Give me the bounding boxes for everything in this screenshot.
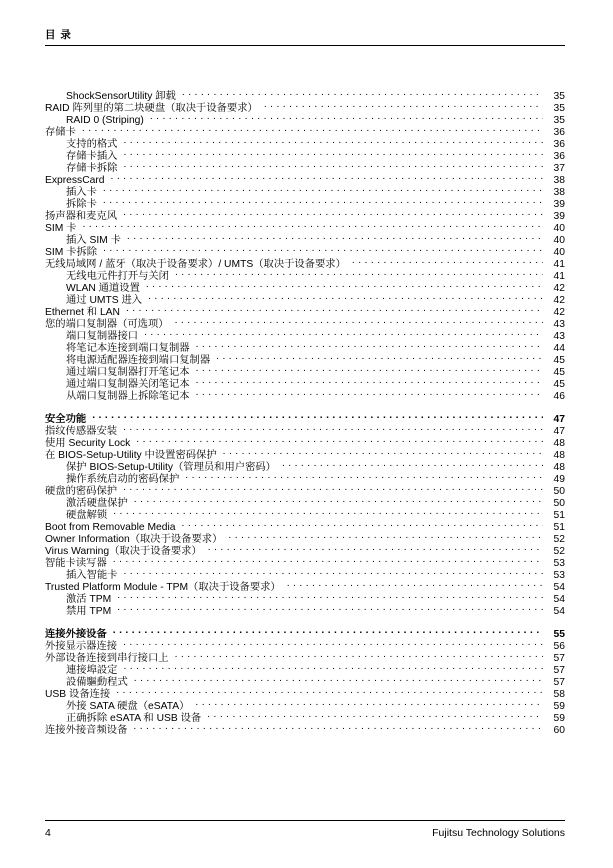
toc-dot-leader [123,135,543,147]
toc-entry[interactable] [45,602,565,617]
toc-entry-page: 45 [553,355,565,366]
toc-entry-title: 插入卡 [66,187,97,198]
toc-entry-title: Boot from Removable Media [45,522,176,533]
toc-entry-page: 36 [553,139,565,150]
toc-entry-title: 保护 BIOS-Setup-Utility（管理员和用户密码） [66,462,276,473]
toc-dot-leader [113,506,543,518]
toc-dot-leader [123,207,543,219]
toc-entry-page: 47 [553,426,565,437]
toc-entry[interactable] [45,243,565,258]
toc-entry-title: 外部设备连接到串行接口上 [45,653,169,664]
toc-entry-title: SIM 卡 [45,223,77,234]
toc-entry[interactable] [45,590,565,605]
toc-entry-title: 硬盘的密码保护 [45,486,118,497]
toc-entry[interactable] [45,207,565,222]
toc-dot-leader [123,482,543,494]
toc-entry-title: 正确拆除 eSATA 和 USB 设备 [66,713,202,724]
toc-entry[interactable] [45,87,565,102]
toc-entry-title: 无线局域网 / 蓝牙（取决于设备要求）/ UMTS（取决于设备要求） [45,259,346,270]
toc-entry-page: 47 [553,414,565,425]
toc-entry-title: 外接 SATA 硬盘（eSATA） [66,701,190,712]
toc-entry-page: 53 [553,558,565,569]
toc-entry-title: 插入智能卡 [66,570,118,581]
toc-entry-title: 从端口复制器上拆除笔记本 [66,391,190,402]
toc-dot-leader [282,458,543,470]
toc-dot-leader [136,434,543,446]
toc-entry[interactable] [45,422,565,437]
toc-entry[interactable] [45,171,565,186]
header-title: 目 录 [45,29,72,41]
toc-dot-leader [196,339,543,351]
toc-dot-leader [207,709,543,721]
toc-entry-page: 38 [553,175,565,186]
toc-dot-leader [134,494,543,506]
toc-dot-leader [208,542,543,554]
toc-entry-title: 外接显示器连接 [45,641,118,652]
toc-entry-title: 設備驅動程式 [66,677,128,688]
toc-entry-title: 使用 Security Lock [45,438,131,449]
toc-entry-page: 38 [553,187,565,198]
toc-dot-leader [113,625,543,637]
toc-dot-leader [123,566,543,578]
toc-entry[interactable] [45,518,565,533]
toc-dot-leader [196,375,543,387]
footer-company-name: Fujitsu Technology Solutions [432,827,565,839]
toc-entry-page: 35 [553,103,565,114]
toc-entry-page: 50 [553,498,565,509]
toc-dot-leader [175,267,543,279]
toc-dot-leader [195,697,543,709]
toc-entry-page: 41 [553,259,565,270]
toc-dot-leader [148,291,543,303]
toc-entry-title: 操作系统启动的密码保护 [66,474,180,485]
toc-entry-page: 55 [553,629,565,640]
toc-entry-page: 43 [553,331,565,342]
toc-entry-title: 激活硬盘保护 [66,498,128,509]
toc-entry-page: 42 [553,307,565,318]
toc-entry-page: 42 [553,283,565,294]
toc-entry-page: 37 [553,163,565,174]
toc-entry-page: 36 [553,127,565,138]
toc-entry-page: 58 [553,689,565,700]
toc-entry-page: 46 [553,391,565,402]
toc-entry-title: 通过端口复制器关闭笔记本 [66,379,190,390]
toc-entry-page: 51 [553,522,565,533]
toc-dot-leader [92,410,543,422]
toc-entry-title: 指纹传感器安装 [45,426,118,437]
toc-entry-title: Trusted Platform Module - TPM（取决于设备要求） [45,582,281,593]
toc-entry-page: 41 [553,271,565,282]
toc-dot-leader [113,554,543,566]
toc-dot-leader [103,243,543,255]
toc-entry[interactable] [45,219,565,234]
toc-dot-leader [117,590,543,602]
toc-dot-leader [123,147,543,159]
toc-entry-page: 44 [553,343,565,354]
toc-entry[interactable] [45,661,565,676]
toc-entry[interactable] [45,554,565,569]
toc-dot-leader [126,303,543,315]
toc-entry[interactable] [45,195,565,210]
toc-entry-title: WLAN 通道设置 [66,283,140,294]
toc-entry-title: 端口复制器接口 [66,331,139,342]
toc-entry-page: 40 [553,235,565,246]
toc-dot-leader [185,470,543,482]
toc-dot-leader [150,111,543,123]
toc-entry-title: 存储卡 [45,127,76,138]
toc-entry-title: 拆除卡 [66,199,97,210]
toc-entry-page: 42 [553,295,565,306]
toc-dot-leader [82,123,543,135]
toc-entry-page: 56 [553,641,565,652]
toc-dot-leader [146,279,543,291]
toc-entry[interactable] [45,506,565,521]
toc-entry-page: 52 [553,546,565,557]
table-of-contents [45,87,565,736]
toc-entry-page: 50 [553,486,565,497]
toc-entry-page: 49 [553,474,565,485]
toc-entry-title: 激活 TPM [66,594,112,605]
toc-entry[interactable] [45,482,565,497]
toc-entry-title: 将笔记本连接到端口复制器 [66,343,190,354]
toc-entry-page: 57 [553,653,565,664]
toc-entry-page: 54 [553,594,565,605]
toc-entry-page: 35 [553,91,565,102]
toc-entry[interactable] [45,697,565,712]
toc-entry-title: 在 BIOS-Setup-Utility 中设置密码保护 [45,450,217,461]
toc-entry-title: 连接外接设备 [45,629,107,640]
toc-entry-page: 48 [553,438,565,449]
toc-entry-title: 连接外接音频设备 [45,725,128,736]
toc-entry-title: USB 设备连接 [45,689,111,700]
toc-entry-title: 将电源适配器连接到端口复制器 [66,355,211,366]
toc-entry-title: 安全功能 [45,414,87,425]
toc-entry-title: 禁用 TPM [66,606,112,617]
toc-dot-leader [182,87,543,99]
toc-chapter-entry[interactable] [45,625,565,640]
toc-entry-page: 39 [553,211,565,222]
toc-entry[interactable] [45,183,565,198]
toc-dot-leader [144,327,543,339]
toc-entry-title: 智能卡读写器 [45,558,107,569]
toc-entry-page: 54 [553,582,565,593]
toc-entry-title: ExpressCard [45,175,105,186]
toc-dot-leader [127,231,543,243]
toc-entry-title: Owner Information（取决于设备要求） [45,534,223,545]
toc-entry-title: RAID 阵列里的第二块硬盘（取决于设备要求） [45,103,258,114]
toc-dot-leader [228,530,543,542]
toc-dot-leader [352,255,543,267]
toc-entry-title: 无线电元件打开与关闭 [66,271,169,282]
toc-dot-leader [123,637,543,649]
toc-entry-page: 57 [553,665,565,676]
toc-entry-title: 連接埠設定 [66,665,118,676]
toc-dot-leader [123,422,543,434]
toc-entry-page: 43 [553,319,565,330]
toc-entry-title: 支持的格式 [66,139,118,150]
toc-dot-leader [175,649,543,661]
toc-dot-leader [103,183,543,195]
toc-entry-page: 48 [553,462,565,473]
toc-dot-leader [196,363,543,375]
toc-dot-leader [103,195,543,207]
toc-entry-page: 36 [553,151,565,162]
toc-entry-page: 40 [553,247,565,258]
toc-entry-title: 存储卡拆除 [66,163,118,174]
header-divider [45,45,565,46]
toc-dot-leader [223,446,543,458]
toc-entry[interactable] [45,147,565,162]
toc-entry[interactable] [45,123,565,138]
toc-entry[interactable] [45,566,565,581]
toc-entry-title: 通过端口复制器打开笔记本 [66,367,190,378]
toc-dot-leader [134,673,543,685]
toc-entry[interactable] [45,159,565,174]
toc-entry-page: 54 [553,606,565,617]
toc-entry-page: 45 [553,379,565,390]
toc-entry-page: 53 [553,570,565,581]
toc-dot-leader [175,315,543,327]
toc-entry-title: 通过 UMTS 进入 [66,295,143,306]
toc-dot-leader [196,387,543,399]
toc-dot-leader [123,661,543,673]
toc-entry-page: 59 [553,713,565,724]
toc-dot-leader [216,351,543,363]
toc-entry-title: 插入 SIM 卡 [66,235,121,246]
footer-page-number: 4 [45,827,51,839]
toc-entry-page: 52 [553,534,565,545]
toc-dot-leader [182,518,544,530]
toc-entry-title: RAID 0 (Striping) [66,115,144,126]
toc-entry-title: 硬盘解锁 [66,510,108,521]
toc-dot-leader [82,219,543,231]
toc-dot-leader [117,602,543,614]
toc-entry-page: 40 [553,223,565,234]
toc-dot-leader [133,721,543,733]
footer-divider [45,820,565,821]
toc-dot-leader [116,685,543,697]
toc-entry-title: 存储卡插入 [66,151,118,162]
toc-entry[interactable] [45,231,565,246]
toc-entry[interactable] [45,135,565,150]
toc-entry-title: 您的端口复制器（可选项） [45,319,169,330]
toc-dot-leader [111,171,543,183]
toc-entry-title: ShockSensorUtility 卸载 [66,91,176,102]
toc-dot-leader [287,578,543,590]
toc-entry[interactable] [45,637,565,652]
toc-entry-page: 45 [553,367,565,378]
toc-entry-title: 扬声器和麦克风 [45,211,118,222]
toc-entry-page: 51 [553,510,565,521]
toc-entry-page: 57 [553,677,565,688]
toc-chapter-entry[interactable] [45,410,565,425]
toc-entry-page: 59 [553,701,565,712]
toc-entry-title: Ethernet 和 LAN [45,307,120,318]
toc-entry-page: 48 [553,450,565,461]
toc-entry-page: 35 [553,115,565,126]
toc-entry[interactable] [45,255,565,270]
toc-entry[interactable] [45,685,565,700]
toc-dot-leader [123,159,543,171]
toc-entry-page: 60 [553,725,565,736]
toc-entry-title: SIM 卡拆除 [45,247,98,258]
toc-entry-title: Virus Warning（取决于设备要求） [45,546,202,557]
toc-dot-leader [264,99,543,111]
toc-entry-page: 39 [553,199,565,210]
